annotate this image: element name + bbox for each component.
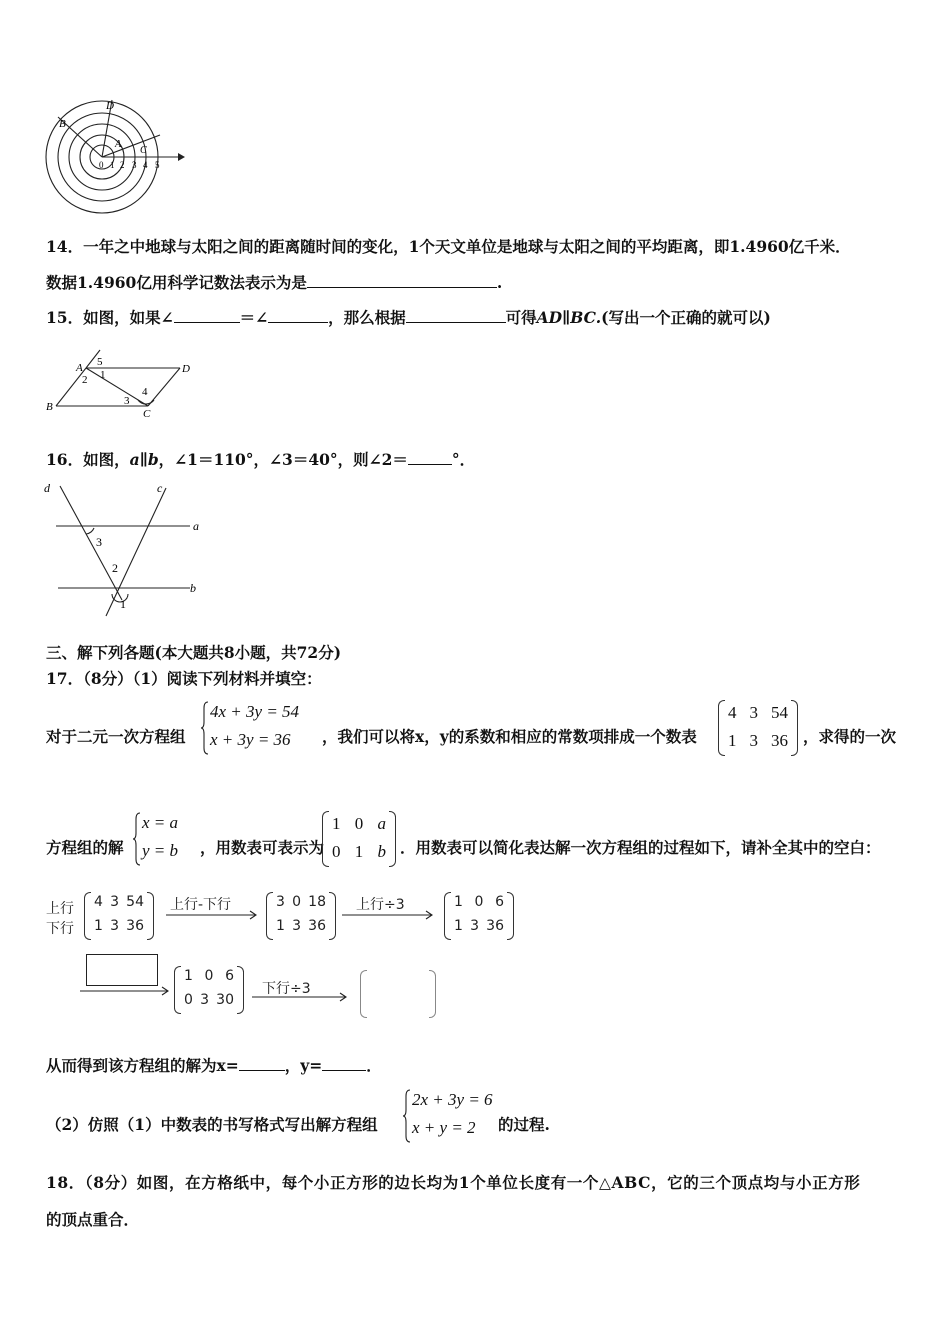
- q17-head: 17．（8分）（1）阅读下列材料并填空：: [46, 669, 322, 688]
- q17-p2-mid: ，用数表可表示为: [200, 838, 325, 857]
- label-b: b: [190, 581, 196, 595]
- q15-blank-angle2[interactable]: [268, 308, 328, 323]
- q14-line2-suffix: .: [496, 273, 503, 292]
- label-1: 1: [100, 369, 106, 381]
- segment-dc: [148, 368, 180, 406]
- q17-p1-prefix: 对于二元一次方程组: [46, 727, 186, 746]
- q15-blank-angle1[interactable]: [174, 308, 240, 323]
- cell: 3: [749, 703, 758, 722]
- q17-system2: [402, 1088, 502, 1144]
- cell: 1: [354, 842, 364, 861]
- q17-result-mid: ，y=: [284, 1056, 323, 1075]
- q17-solution: [132, 811, 197, 867]
- cell: 36: [308, 918, 326, 934]
- row-label-lower: 下行: [46, 921, 74, 937]
- cell: 1: [94, 918, 103, 934]
- system2-eq1: 2x + 3y = 6: [412, 1090, 493, 1109]
- label-d: D: [182, 363, 190, 375]
- brace-icon: [402, 1088, 412, 1144]
- q15-suffix-b: (写出一个正确的就可以): [601, 308, 771, 327]
- op2-label: 上行÷3: [356, 897, 405, 913]
- cell: 0: [292, 894, 301, 910]
- cell: 3: [110, 894, 119, 910]
- proc-matrix-3: [444, 892, 514, 940]
- q14-line2-prefix: 数据1.4960亿用科学记数法表示为是: [46, 273, 307, 292]
- cell: 36: [771, 731, 788, 750]
- cell: 1: [454, 918, 463, 934]
- q17-result-prefix: 从而得到该方程组的解为x=: [46, 1056, 239, 1075]
- label-2: 2: [82, 374, 88, 386]
- cell: 3: [292, 918, 301, 934]
- angle-arc-3: [86, 528, 94, 534]
- q15-eq: ＝∠: [239, 308, 269, 327]
- cell: 36: [126, 918, 144, 934]
- cell: a: [377, 814, 386, 833]
- cell: 6: [495, 894, 504, 910]
- op4-label: 下行÷3: [262, 981, 311, 997]
- q17-system1: [200, 700, 315, 756]
- label-d: d: [44, 481, 50, 495]
- q15-line: [46, 308, 771, 328]
- ray-c: [102, 135, 160, 157]
- cell: 30: [216, 992, 234, 1008]
- proc-matrix-4: [174, 966, 244, 1014]
- label-3: 3: [96, 535, 102, 549]
- cell: 3: [276, 894, 285, 910]
- q17-p1-mid: ，我们可以将x，y的系数和相应的常数项排成一个数表: [322, 727, 697, 746]
- q15-mid: ，那么根据: [328, 308, 406, 327]
- cell: 1: [332, 814, 341, 833]
- cell: 0: [474, 894, 484, 910]
- q16-prefix: 16．如图，: [46, 450, 130, 469]
- cell: 54: [126, 894, 144, 910]
- cell: 1: [454, 894, 463, 910]
- q16-mid: ，∠1＝110°，∠3＝40°，则∠2＝: [158, 450, 408, 469]
- axis-arrow: [178, 153, 185, 161]
- arrow-icon: [252, 992, 352, 1002]
- solution-y: y = b: [142, 841, 179, 860]
- line-d: [60, 486, 122, 600]
- cell: 0: [204, 968, 214, 984]
- q17-part2-prefix: （2）仿照（1）中数表的书写格式写出解方程组: [46, 1115, 378, 1134]
- q18-line1: 18．（8分）如图，在方格纸中，每个小正方形的边长均为1个单位长度有一个△ABC，它的三个顶点均与小正方形: [46, 1173, 861, 1192]
- label-b: B: [59, 118, 66, 130]
- cell: 0: [354, 814, 364, 833]
- q16-answer-blank[interactable]: [408, 450, 452, 465]
- cell: 0: [332, 842, 341, 861]
- proc-operation-blank-box[interactable]: [86, 954, 158, 986]
- tick-1: 1: [110, 160, 115, 170]
- q14-line2: [46, 273, 502, 293]
- label-d: D: [106, 100, 114, 112]
- q17-part2-suffix: 的过程.: [498, 1115, 550, 1134]
- proc-matrix-2: [266, 892, 336, 940]
- q15-suffix-math: AD∥BC.: [536, 308, 602, 327]
- q17-table1: [718, 700, 798, 756]
- cell: 36: [486, 918, 504, 934]
- cell: 3: [110, 918, 119, 934]
- cell: 1: [276, 918, 285, 934]
- label-4: 4: [142, 386, 148, 398]
- q17-p2-prefix: 方程组的解: [46, 838, 124, 857]
- cell: 3: [749, 731, 758, 750]
- q14-answer-blank[interactable]: [307, 273, 497, 288]
- q16-ab: a∥b: [129, 450, 159, 469]
- label-a: a: [193, 519, 199, 533]
- q16-line: [46, 450, 475, 470]
- q16-parallel-lines-figure: [40, 478, 210, 618]
- tick-3: 3: [132, 160, 137, 170]
- row-label-upper: 上行: [46, 901, 74, 917]
- q17-p1-suffix: ，求得的一次: [803, 727, 897, 746]
- line-c: [106, 488, 166, 616]
- brace-icon: [132, 811, 142, 867]
- cell: 1: [184, 968, 193, 984]
- label-c: C: [143, 408, 151, 418]
- q14-line1: 14．一年之中地球与太阳之间的距离随时间的变化，1个天文单位是地球与太阳之间的平均距离，即1.4960亿千米．: [46, 237, 851, 256]
- op1-label: 上行-下行: [170, 897, 232, 913]
- arrow-icon: [342, 910, 438, 920]
- q17-blank-x[interactable]: [239, 1056, 285, 1071]
- tick-2: 2: [120, 160, 125, 170]
- q15-prefix: 15．如图，如果∠: [46, 308, 174, 327]
- arrow-icon: [80, 986, 174, 996]
- tick-4: 4: [143, 160, 148, 170]
- q18-line2: 的顶点重合．: [46, 1210, 140, 1229]
- cell: 3: [200, 992, 209, 1008]
- q17-p2-suffix: ．用数表可以简化表达解一次方程组的过程如下，请补全其中的空白：: [400, 838, 881, 857]
- q17-table-solution: [322, 811, 396, 867]
- q16-suffix: °．: [451, 450, 476, 469]
- label-1: 1: [120, 597, 126, 611]
- label-a: A: [115, 139, 122, 150]
- brace-icon: [200, 700, 210, 756]
- solution-x: x = a: [142, 813, 179, 832]
- system1-eq1: 4x + 3y = 54: [210, 702, 300, 721]
- cell: 4: [94, 894, 103, 910]
- cell: 54: [771, 703, 788, 722]
- cell: b: [377, 842, 386, 861]
- proc-matrix-1: [84, 892, 154, 940]
- cell: 3: [470, 918, 479, 934]
- arrow-icon: [166, 910, 262, 920]
- q15-suffix-a: 可得: [505, 308, 537, 327]
- label-a: A: [76, 362, 83, 374]
- label-c: C: [140, 145, 147, 156]
- label-5: 5: [97, 356, 103, 368]
- system2-eq2: x + y = 2: [412, 1118, 476, 1137]
- cell: 18: [308, 894, 326, 910]
- proc-empty-matrix[interactable]: [360, 970, 436, 1018]
- q17-result-suffix: ．: [366, 1056, 382, 1075]
- q17-result: [46, 1056, 382, 1076]
- q17-blank-y[interactable]: [322, 1056, 366, 1071]
- system1-eq2: x + 3y = 36: [210, 730, 291, 749]
- q15-blank-reason[interactable]: [406, 308, 506, 323]
- section3-title: 三、解下列各题(本大题共8小题，共72分): [46, 643, 342, 662]
- angle-arc-c: [138, 400, 154, 404]
- tick-0: 0: [99, 160, 104, 170]
- cell: 1: [728, 731, 737, 750]
- cell: 0: [184, 992, 193, 1008]
- label-b: B: [46, 401, 53, 413]
- concentric-circles-figure: [40, 95, 185, 220]
- label-3: 3: [124, 395, 130, 407]
- tick-5: 5: [155, 160, 160, 170]
- q15-parallelogram-figure: [42, 340, 202, 418]
- label-2: 2: [112, 561, 118, 575]
- cell: 6: [225, 968, 234, 984]
- label-c: c: [157, 481, 163, 495]
- cell: 4: [728, 703, 737, 722]
